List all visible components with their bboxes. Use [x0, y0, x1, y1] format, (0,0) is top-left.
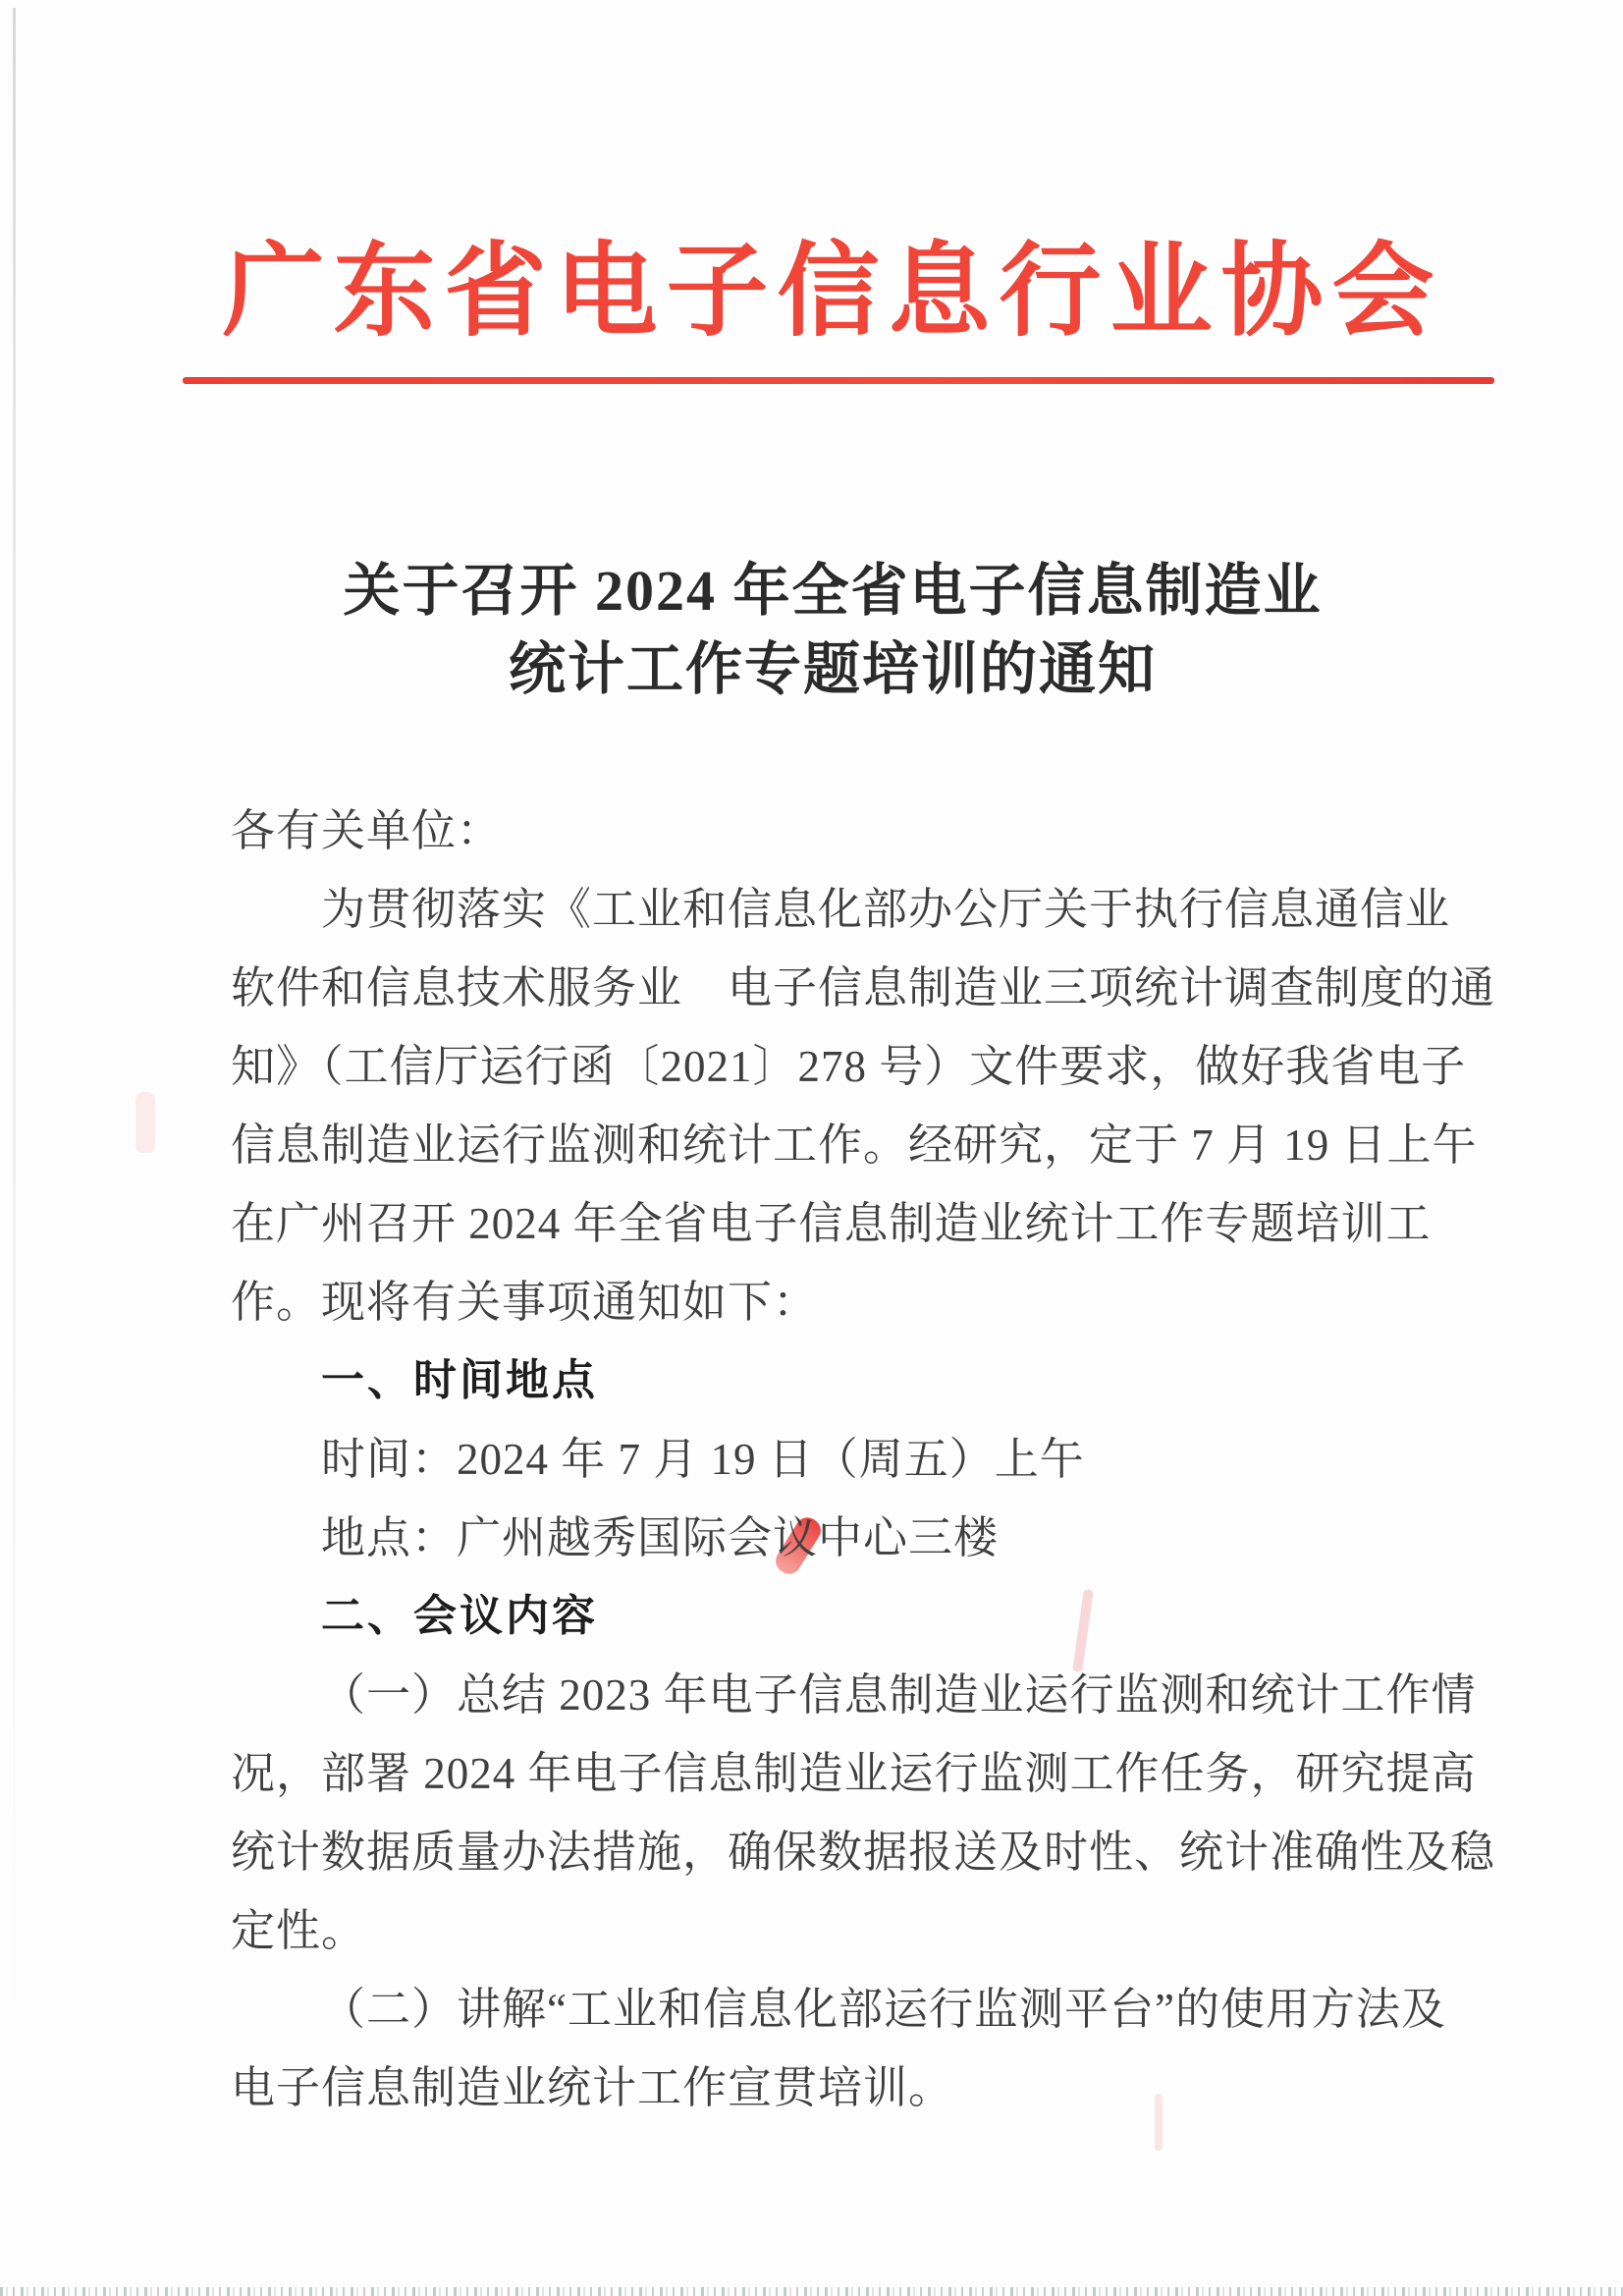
letterhead-divider	[183, 377, 1494, 384]
body-line: 地点：广州越秀国际会议中心三楼	[321, 1513, 1000, 1562]
body-line: （一）总结 2023 年电子信息制造业运行监测和统计工作情	[321, 1670, 1477, 1720]
notice-title-line1: 关于召开 2024 年全省电子信息制造业	[343, 559, 1323, 623]
body-line: （二）讲解“工业和信息化部运行监测平台”的使用方法及	[321, 1985, 1446, 2034]
body-line: 统计数据质量办法措施，确保数据报送及时性、统计准确性及稳	[231, 1828, 1496, 1877]
section-heading: 一、时间地点	[321, 1356, 598, 1404]
body-line: 况，部署 2024 年电子信息制造业运行监测工作任务，研究提高	[231, 1749, 1477, 1798]
scan-edge-line	[13, 8, 16, 2267]
body-line: 时间：2024 年 7 月 19 日（周五）上午	[321, 1435, 1085, 1484]
body-line: 作。现将有关事项通知如下：	[231, 1278, 819, 1327]
letterhead-org-name: 广东省电子信息行业协会	[222, 236, 1443, 349]
body-lines	[231, 792, 1496, 2127]
notice-title-line2: 统计工作专题培训的通知	[508, 637, 1157, 701]
body-line: 为贯彻落实《工业和信息化部办公厅关于执行信息通信业	[321, 885, 1451, 934]
body-line: 定性。	[231, 1906, 367, 1955]
body-line: 知》（工信厅运行函〔2021〕278 号）文件要求，做好我省电子	[231, 1042, 1467, 1091]
scan-noise-strip	[0, 2287, 1623, 2296]
section-heading: 二、会议内容	[321, 1592, 598, 1640]
notice-title	[210, 552, 1455, 709]
body-line: 各有关单位：	[231, 806, 503, 855]
body-line: 在广州召开 2024 年全省电子信息制造业统计工作专题培训工	[231, 1199, 1432, 1248]
body-line: 信息制造业运行监测和统计工作。经研究，定于 7 月 19 日上午	[231, 1121, 1478, 1170]
body-line: 电子信息制造业统计工作宣贯培训。	[231, 2063, 954, 2112]
body-line: 软件和信息技术服务业 电子信息制造业三项统计调查制度的通	[231, 963, 1496, 1012]
pink-ink-smear	[135, 1092, 155, 1153]
